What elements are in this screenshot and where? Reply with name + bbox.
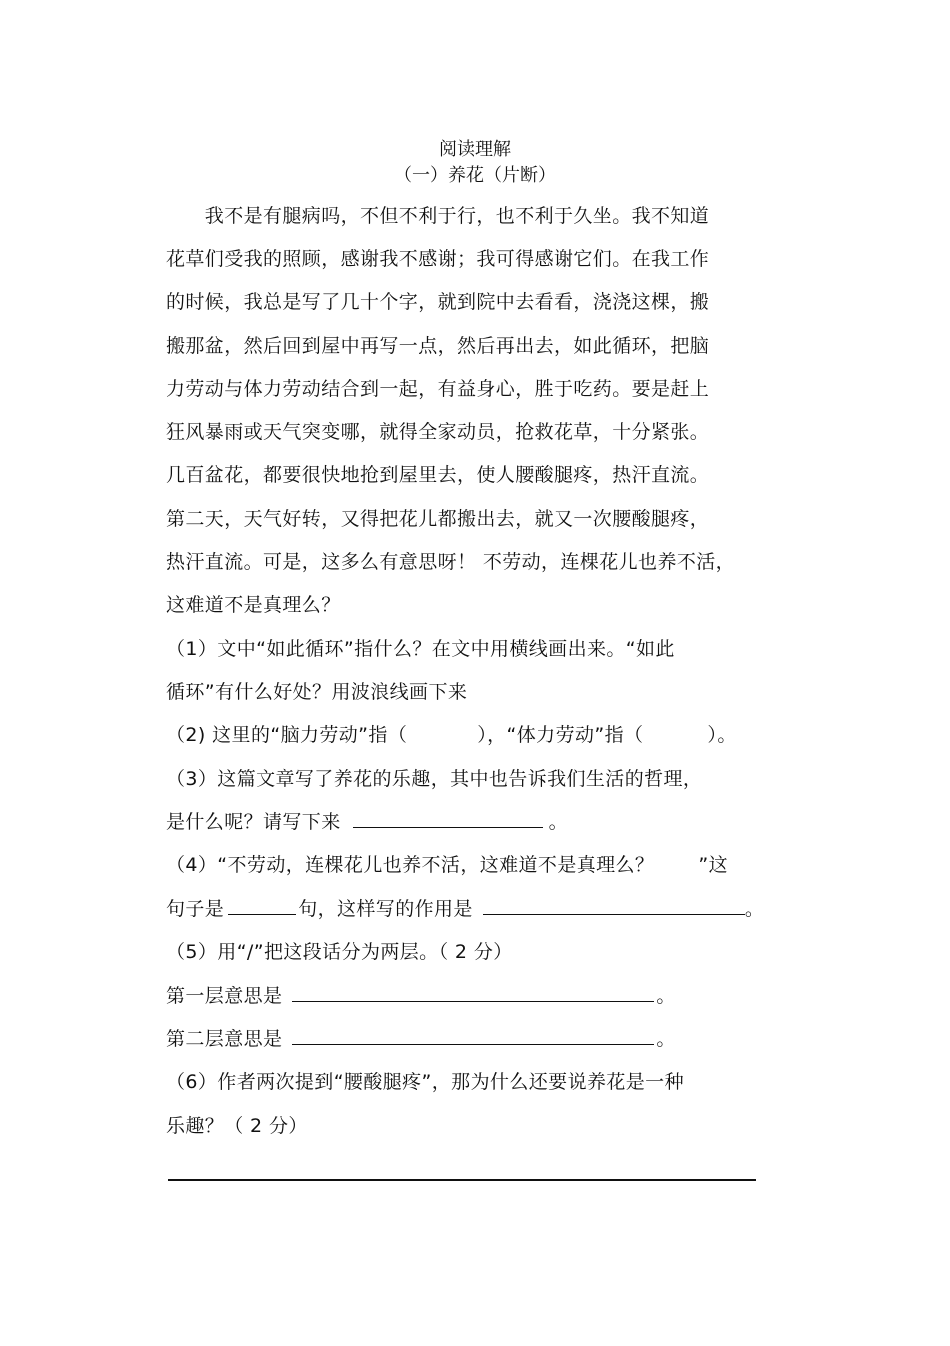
layer-2-end: 。 [656, 1028, 676, 1050]
question-2-part-b: ），“体力劳动”指（ [477, 724, 644, 746]
passage-line: 热汗直流。可是，这多么有意思呀！ 不劳动，连棵花儿也养不活， [166, 551, 736, 573]
question-4-part-b: ”这 [698, 854, 728, 876]
page-title: 阅读理解 [439, 139, 511, 160]
answer-blank[interactable] [483, 896, 745, 915]
question-2-part-a: （2) 这里的“脑力劳动”指（ [166, 724, 408, 746]
question-3-end: 。 [548, 811, 569, 833]
question-6-cont: 乐趣？（ 2 分） [166, 1115, 308, 1137]
passage-subtitle: （一）养花（片断） [394, 165, 556, 186]
question-2 [166, 722, 737, 748]
passage-line: 狂风暴雨或天气突变哪，就得全家动员，抢救花草，十分紧张。 [166, 421, 710, 443]
layer-2-label: 第二层意思是 [166, 1028, 283, 1050]
question-4-prompt-a: 句子是 [166, 898, 225, 920]
layer-1-end: 。 [656, 985, 676, 1007]
question-5: （5）用“/”把这段话分为两层。（ 2 分） [166, 941, 513, 963]
answer-blank[interactable] [353, 809, 543, 828]
passage-line: 我不是有腿病吗，不但不利于行，也不利于久坐。我不知道 [166, 205, 710, 227]
passage-line: 第二天，天气好转，又得把花儿都搬出去，就又一次腰酸腿疼， [166, 508, 710, 530]
question-1: （1）文中“如此循环”指什么？在文中用横线画出来。“如此 [166, 638, 675, 660]
question-4 [166, 852, 728, 878]
answer-blank[interactable] [292, 1026, 654, 1045]
question-4-cont [166, 896, 764, 922]
question-3: （3）这篇文章写了养花的乐趣，其中也告诉我们生活的哲理， [166, 768, 703, 790]
passage-line: 几百盆花，都要很快地抢到屋里去，使人腰酸腿疼，热汗直流。 [166, 464, 710, 486]
passage-line: 这难道不是真理么？ [166, 594, 341, 616]
question-6: （6）作者两次提到“腰酸腿疼”，那为什么还要说养花是一种 [166, 1071, 684, 1093]
question-2-part-c: ）。 [707, 724, 737, 746]
answer-line[interactable] [168, 1179, 756, 1181]
question-5-layer-1 [166, 983, 676, 1009]
passage-line: 力劳动与体力劳动结合到一起，有益身心，胜于吃药。要是赶上 [166, 378, 710, 400]
question-4-end: 。 [744, 898, 765, 920]
question-1-cont: 循环”有什么好处？用波浪线画下来 [166, 681, 468, 703]
answer-blank[interactable] [292, 983, 654, 1002]
answer-blank[interactable] [228, 896, 296, 915]
question-5-layer-2 [166, 1026, 676, 1052]
question-4-part-a: （4）“不劳动，连棵花儿也养不活，这难道不是真理么？ [166, 854, 655, 876]
question-3-prompt: 是什么呢？请写下来 [166, 811, 341, 833]
passage-line: 搬那盆，然后回到屋中再写一点，然后再出去，如此循环，把脑 [166, 335, 710, 357]
passage-line: 的时候，我总是写了几十个字，就到院中去看看，浇浇这棵，搬 [166, 291, 710, 313]
question-4-prompt-b: 句，这样写的作用是 [298, 898, 473, 920]
layer-1-label: 第一层意思是 [166, 985, 283, 1007]
passage-line: 花草们受我的照顾，感谢我不感谢；我可得感谢它们。在我工作 [166, 248, 710, 270]
question-3-cont [166, 809, 568, 835]
